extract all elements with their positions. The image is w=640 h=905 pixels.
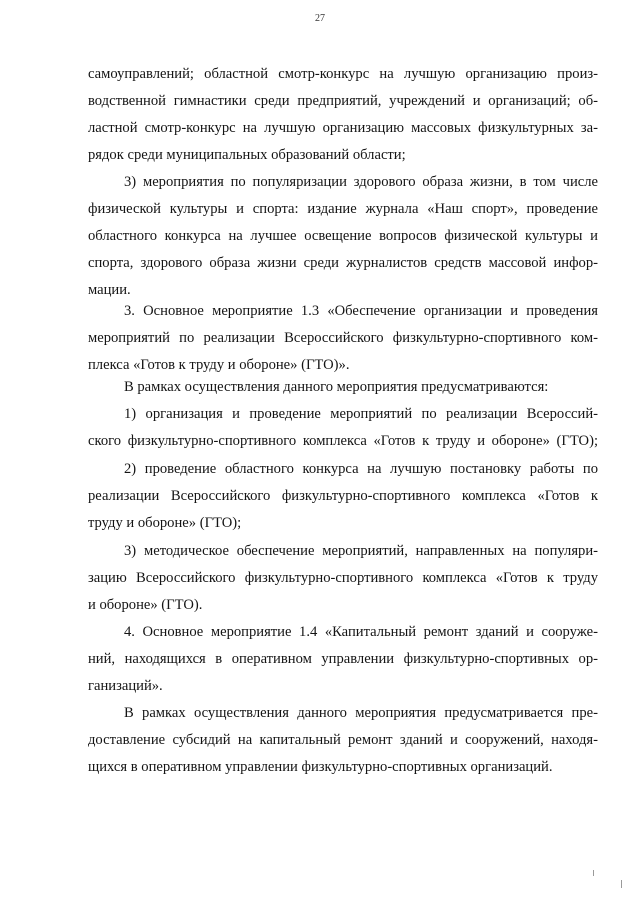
text-line: мероприятий по реализации Всероссийского физкультурно-спортивного ком-	[88, 330, 598, 346]
scan-mark	[593, 870, 594, 876]
text-line: и обороне» (ГТО).	[88, 597, 203, 613]
text-line: 2) проведение областного конкурса на лучшую постановку работы по	[124, 461, 598, 477]
text-line: ского физкультурно-спортивного комплекса «Готов к труду и обороне» (ГТО);	[88, 433, 598, 449]
text-line: самоуправлений; областной смотр-конкурс на лучшую организацию произ-	[88, 66, 598, 82]
text-line: мации.	[88, 282, 131, 298]
text-line: ганизаций».	[88, 678, 163, 694]
scan-mark	[621, 880, 622, 888]
text-line: ластной смотр-конкурс на лучшую организацию массовых физкультурных за-	[88, 120, 598, 136]
text-line: В рамках осуществления данного мероприятия предусматривается пре-	[124, 705, 598, 721]
text-line: плекса «Готов к труду и обороне» (ГТО)».	[88, 357, 350, 373]
text-line: спорта, здорового образа жизни среди журналистов средств массовой инфор-	[88, 255, 598, 271]
page-number: 27	[315, 13, 325, 24]
text-line: рядок среди муниципальных образований области;	[88, 147, 406, 163]
text-line: областного конкурса на лучшее освещение вопросов физической культуры и	[88, 228, 598, 244]
text-line: ний, находящихся в оперативном управлении физкультурно-спортивных ор-	[88, 651, 598, 667]
text-line: В рамках осуществления данного мероприятия предусматриваются:	[124, 379, 549, 395]
text-line: 4. Основное мероприятие 1.4 «Капитальный ремонт зданий и сооруже-	[124, 624, 598, 640]
text-line: 3) методическое обеспечение мероприятий, направленных на популяри-	[124, 543, 598, 559]
text-line: зацию Всероссийского физкультурно-спортивного комплекса «Готов к труду	[88, 570, 598, 586]
text-line: реализации Всероссийского физкультурно-спортивного комплекса «Готов к	[88, 488, 598, 504]
text-line: 3. Основное мероприятие 1.3 «Обеспечение организации и проведения	[124, 303, 598, 319]
text-line: труду и обороне» (ГТО);	[88, 515, 242, 531]
text-line: доставление субсидий на капитальный ремонт зданий и сооружений, находя-	[88, 732, 598, 748]
text-line: физической культуры и спорта: издание журнала «Наш спорт», проведение	[88, 201, 598, 217]
text-line: 1) организация и проведение мероприятий по реализации Всероссий-	[124, 406, 598, 422]
text-line: 3) мероприятия по популяризации здорового образа жизни, в том числе	[124, 174, 598, 190]
text-line: щихся в оперативном управлении физкультурно-спортивных организаций.	[88, 759, 553, 775]
text-line: водственной гимнастики среди предприятий, учреждений и организаций; об-	[88, 93, 598, 109]
